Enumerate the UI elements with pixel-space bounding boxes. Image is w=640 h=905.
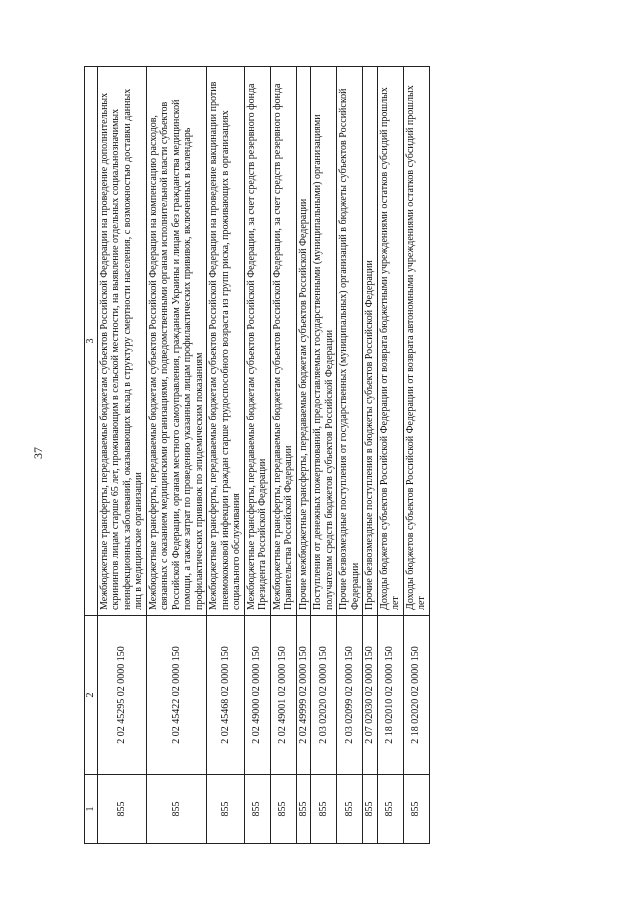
table-row xyxy=(403,67,429,844)
description-cell: Межбюджетные трансферты, передаваемые бюджетам субъектов Российской Федерации на проведение вакцинации против пневмококковой инфекции граждан старше трудоспособного возраста из групп риска, проживающих в организациях социального обслуживания xyxy=(207,67,245,616)
rotated-table-container xyxy=(84,66,552,844)
admin-code-cell: 855 xyxy=(363,775,378,844)
budget-code-cell: 2 02 49999 02 0000 150 xyxy=(296,616,311,775)
description-cell: Межбюджетные трансферты, передаваемые бюджетам субъектов Российской Федерации на компенсацию расходов, связанных с оказанием медицинскими организациями, подведомственными органам исполнительной власти субъектов Российской Федерации, органам местного самоуправления, гражданам Украины и лицам без гражданства медицинской помощи, а также затрат по проведению указанным лицам профилактических прививок, включенных в календарь профилактических прививок по эпидемическим показаниям xyxy=(146,67,207,616)
budget-code-cell: 2 18 02020 02 0000 150 xyxy=(403,616,429,775)
page-number: 37 xyxy=(31,447,45,459)
budget-code-cell: 2 02 49000 02 0000 150 xyxy=(244,616,270,775)
admin-code-cell: 855 xyxy=(97,775,146,844)
budget-code-cell: 2 07 02030 02 0000 150 xyxy=(363,616,378,775)
description-cell: Поступления от денежных пожертвований, предоставляемых государственными (муниципальными) организациями получателям средств бюджетов субъектов Российской Федерации xyxy=(311,67,337,616)
admin-code-cell: 855 xyxy=(244,775,270,844)
table-row xyxy=(270,67,296,844)
budget-code-cell: 2 03 02020 02 0000 150 xyxy=(311,616,337,775)
description-cell: Прочие безвозмездные поступления от государственных (муниципальных) организаций в бюджеты субъектов Российской Федерации xyxy=(337,67,363,616)
table-row xyxy=(363,67,378,844)
admin-code-cell: 855 xyxy=(270,775,296,844)
budget-code-cell: 2 02 45422 02 0000 150 xyxy=(146,616,207,775)
table-row xyxy=(244,67,270,844)
admin-code-cell: 855 xyxy=(311,775,337,844)
description-cell: Прочие безвозмездные поступления в бюджеты субъектов Российской Федерации xyxy=(363,67,378,616)
table-row xyxy=(97,67,146,844)
description-cell: Прочие межбюджетные трансферты, передаваемые бюджетам субъектов Российской Федерации xyxy=(296,67,311,616)
description-cell: Доходы бюджетов субъектов Российской Федерации от возврата автономными учреждениями остатков субсидий прошлых лет xyxy=(403,67,429,616)
description-cell: Межбюджетные трансферты, передаваемые бюджетам субъектов Российской Федерации на проведение дополнительных скринингов лицам старше 65 лет, проживающим в сельской местности, на выявление отдельных социальнозначимых неинфекционных заболеваний, оказывающих вклад в структуру смертности населения, с возможностью доставки данных лиц в медицинские организации xyxy=(97,67,146,616)
budget-code-cell: 2 02 45295 02 0000 150 xyxy=(97,616,146,775)
description-cell: Доходы бюджетов субъектов Российской Федерации от возврата бюджетными учреждениями остатков субсидий прошлых лет xyxy=(377,67,403,616)
description-cell: Межбюджетные трансферты, передаваемые бюджетам субъектов Российской Федерации, за счет средств резервного фонда Правительства Российской Федерации xyxy=(270,67,296,616)
budget-code-cell: 2 02 49001 02 0000 150 xyxy=(270,616,296,775)
admin-code-cell: 855 xyxy=(146,775,207,844)
table-row xyxy=(207,67,245,844)
admin-code-cell: 855 xyxy=(296,775,311,844)
budget-code-cell: 2 03 02099 02 0000 150 xyxy=(337,616,363,775)
table-row xyxy=(377,67,403,844)
budget-code-cell: 2 18 02010 02 0000 150 xyxy=(377,616,403,775)
column-number-1: 1 xyxy=(85,775,98,844)
column-number-2: 2 xyxy=(85,616,98,775)
description-cell: Межбюджетные трансферты, передаваемые бюджетам субъектов Российской Федерации, за счет средств резервного фонда Президента Российской Федерации xyxy=(244,67,270,616)
budget-code-cell: 2 02 45468 02 0000 150 xyxy=(207,616,245,775)
admin-code-cell: 855 xyxy=(207,775,245,844)
budget-revenue-table xyxy=(84,66,430,844)
table-row xyxy=(146,67,207,844)
table-row xyxy=(296,67,311,844)
table-header-row xyxy=(85,67,98,844)
table-row xyxy=(311,67,337,844)
column-number-3: 3 xyxy=(85,67,98,616)
table-row xyxy=(337,67,363,844)
admin-code-cell: 855 xyxy=(337,775,363,844)
admin-code-cell: 855 xyxy=(377,775,403,844)
admin-code-cell: 855 xyxy=(403,775,429,844)
